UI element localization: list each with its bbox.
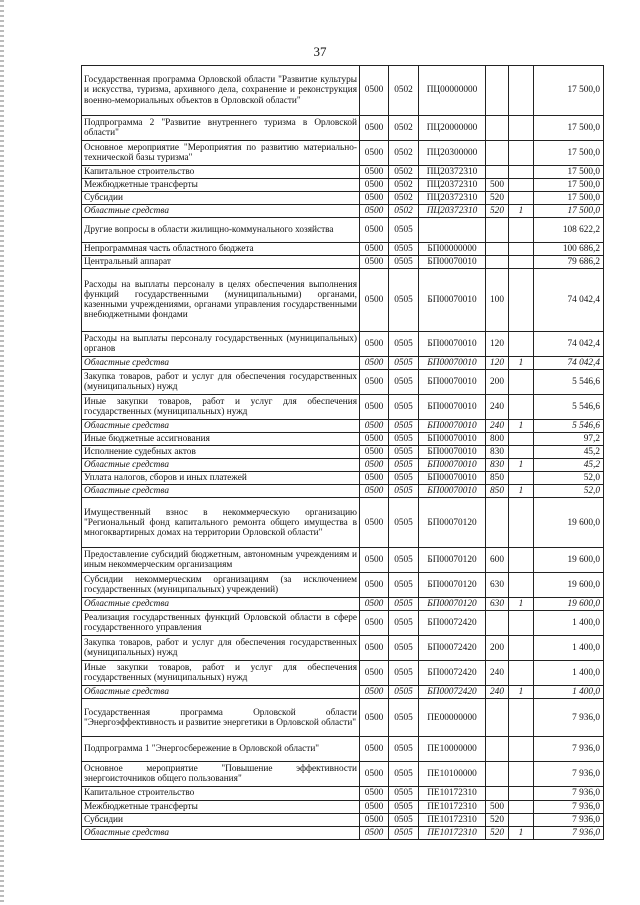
funding-source-code [509,141,534,166]
funding-source-code [509,66,534,116]
subsection-code: 0505 [389,256,419,269]
section-code: 0500 [360,116,389,141]
expense-type-code [486,737,509,762]
funding-source-code: 1 [509,826,534,839]
funding-source-code [509,737,534,762]
section-code: 0500 [360,357,389,370]
subsection-code: 0505 [389,472,419,485]
expense-type-code: 630 [486,573,509,598]
row-name: Иные закупки товаров, работ и услуг для обеспечения государственных (муниципальных) нужд [82,395,360,420]
section-code: 0500 [360,611,389,636]
subsection-code: 0505 [389,762,419,787]
target-article-code [419,218,486,243]
target-article-code: ПЕ10172310 [419,800,486,813]
table-row [82,116,604,141]
target-article-code: БП00000000 [419,243,486,256]
section-code: 0500 [360,636,389,661]
page-number: 37 [313,44,327,59]
amount: 74 042,4 [534,357,604,370]
amount: 108 622,2 [534,218,604,243]
section-code: 0500 [360,433,389,446]
amount: 5 546,6 [534,370,604,395]
funding-source-code [509,192,534,205]
row-name: Капитальное строительство [82,166,360,179]
row-name: Субсидии некоммерческим организациям (за исключением государственных (муниципальных) учреждений) [82,573,360,598]
expense-type-code [486,787,509,800]
section-code: 0500 [360,813,389,826]
row-name: Основное мероприятие "Мероприятия по развитию материально-технической базы туризма" [82,141,360,166]
expense-type-code: 240 [486,686,509,699]
expense-type-code: 240 [486,661,509,686]
row-name: Закупка товаров, работ и услуг для обеспечения государственных (муниципальных) нужд [82,636,360,661]
expense-type-code [486,611,509,636]
target-article-code: БП00070010 [419,395,486,420]
subsection-code: 0505 [389,573,419,598]
amount: 45,2 [534,446,604,459]
funding-source-code: 1 [509,205,534,218]
table-row [82,66,604,116]
section-code: 0500 [360,800,389,813]
expense-type-code: 830 [486,446,509,459]
funding-source-code [509,498,534,548]
section-code: 0500 [360,661,389,686]
table-row [82,737,604,762]
row-name: Центральный аппарат [82,256,360,269]
expense-type-code [486,699,509,737]
funding-source-code [509,370,534,395]
amount: 45,2 [534,459,604,472]
funding-source-code [509,166,534,179]
section-code: 0500 [360,826,389,839]
section-code: 0500 [360,179,389,192]
subsection-code: 0505 [389,800,419,813]
table-row [82,686,604,699]
target-article-code: ПЦ20000000 [419,116,486,141]
amount: 5 546,6 [534,395,604,420]
table-row [82,800,604,813]
binding-edge [0,0,4,905]
row-name: Подпрограмма 2 "Развитие внутреннего туризма в Орловской области" [82,116,360,141]
funding-source-code [509,573,534,598]
expense-type-code: 120 [486,332,509,357]
table-row [82,611,604,636]
amount: 17 500,0 [534,66,604,116]
section-code: 0500 [360,548,389,573]
expense-type-code: 520 [486,192,509,205]
row-name: Областные средства [82,598,360,611]
target-article-code: ПЕ00000000 [419,699,486,737]
target-article-code: БП00072420 [419,686,486,699]
section-code: 0500 [360,66,389,116]
table-row [82,498,604,548]
section-code: 0500 [360,269,389,332]
subsection-code: 0505 [389,433,419,446]
table-row [82,256,604,269]
funding-source-code [509,256,534,269]
amount: 7 936,0 [534,826,604,839]
target-article-code: ПЦ20372310 [419,205,486,218]
expense-type-code [486,256,509,269]
row-name: Капитальное строительство [82,787,360,800]
subsection-code: 0505 [389,498,419,548]
subsection-code: 0505 [389,446,419,459]
section-code: 0500 [360,166,389,179]
table-row [82,420,604,433]
target-article-code: БП00070010 [419,357,486,370]
expense-type-code [486,166,509,179]
amount: 52,0 [534,472,604,485]
target-article-code: БП00072420 [419,611,486,636]
subsection-code: 0505 [389,548,419,573]
subsection-code: 0502 [389,66,419,116]
funding-source-code: 1 [509,686,534,699]
table-row [82,243,604,256]
funding-source-code [509,446,534,459]
section-code: 0500 [360,205,389,218]
row-name: Межбюджетные трансферты [82,179,360,192]
amount: 100 686,2 [534,243,604,256]
funding-source-code [509,332,534,357]
subsection-code: 0505 [389,420,419,433]
table-row [82,826,604,839]
target-article-code: БП00070120 [419,548,486,573]
section-code: 0500 [360,243,389,256]
subsection-code: 0505 [389,357,419,370]
expense-type-code: 520 [486,826,509,839]
funding-source-code [509,116,534,141]
amount: 19 600,0 [534,573,604,598]
table-row [82,332,604,357]
amount: 7 936,0 [534,800,604,813]
target-article-code: ПЦ20372310 [419,179,486,192]
funding-source-code [509,269,534,332]
subsection-code: 0505 [389,787,419,800]
subsection-code: 0505 [389,395,419,420]
funding-source-code [509,548,534,573]
expense-type-code: 830 [486,459,509,472]
target-article-code: ПЕ10100000 [419,762,486,787]
subsection-code: 0505 [389,686,419,699]
row-name: Реализация государственных функций Орловской области в сфере государственного управления [82,611,360,636]
section-code: 0500 [360,498,389,548]
funding-source-code: 1 [509,459,534,472]
funding-source-code [509,762,534,787]
funding-source-code [509,813,534,826]
amount: 17 500,0 [534,116,604,141]
row-name: Иные закупки товаров, работ и услуг для обеспечения государственных (муниципальных) нужд [82,661,360,686]
table-row [82,661,604,686]
amount: 7 936,0 [534,787,604,800]
amount: 17 500,0 [534,179,604,192]
amount: 1 400,0 [534,661,604,686]
row-name: Основное мероприятие "Повышение эффективности энергоисточников общего пользования" [82,762,360,787]
expense-type-code [486,66,509,116]
amount: 17 500,0 [534,166,604,179]
target-article-code: БП00070010 [419,370,486,395]
expense-type-code: 120 [486,357,509,370]
expense-type-code: 240 [486,395,509,420]
funding-source-code [509,800,534,813]
funding-source-code [509,699,534,737]
amount: 1 400,0 [534,611,604,636]
row-name: Другие вопросы в области жилищно-коммунального хозяйства [82,218,360,243]
table-row [82,699,604,737]
table-row [82,433,604,446]
section-code: 0500 [360,598,389,611]
expense-type-code: 500 [486,800,509,813]
funding-source-code: 1 [509,485,534,498]
row-name: Уплата налогов, сборов и иных платежей [82,472,360,485]
target-article-code: ПЦ20300000 [419,141,486,166]
table-row [82,446,604,459]
target-article-code: БП00070120 [419,573,486,598]
section-code: 0500 [360,332,389,357]
subsection-code: 0502 [389,116,419,141]
expense-type-code: 800 [486,433,509,446]
target-article-code: БП00070010 [419,485,486,498]
funding-source-code [509,395,534,420]
funding-source-code: 1 [509,357,534,370]
subsection-code: 0505 [389,485,419,498]
target-article-code: БП00070010 [419,459,486,472]
row-name: Областные средства [82,357,360,370]
subsection-code: 0505 [389,370,419,395]
funding-source-code [509,661,534,686]
expense-type-code [486,762,509,787]
target-article-code: БП00070120 [419,598,486,611]
expense-type-code [486,141,509,166]
table-row [82,762,604,787]
funding-source-code [509,636,534,661]
target-article-code: БП00072420 [419,661,486,686]
amount: 74 042,4 [534,269,604,332]
row-name: Предоставление субсидий бюджетным, автономным учреждениям и иным некоммерческим организациям [82,548,360,573]
row-name: Государственная программа Орловской области "Энергоэффективность и развитие энергетики в Орловской области" [82,699,360,737]
target-article-code: БП00070010 [419,420,486,433]
row-name: Областные средства [82,686,360,699]
row-name: Расходы на выплаты персоналу в целях обеспечения выполнения функций государственными (муниципальными) органами, казенными учреждениями, органами управления государственными внебюджетными фондами [82,269,360,332]
subsection-code: 0502 [389,141,419,166]
row-name: Субсидии [82,192,360,205]
funding-source-code [509,472,534,485]
table-row [82,548,604,573]
section-code: 0500 [360,446,389,459]
section-code: 0500 [360,192,389,205]
row-name: Подпрограмма 1 "Энергосбережение в Орловской области" [82,737,360,762]
expense-type-code [486,116,509,141]
amount: 7 936,0 [534,737,604,762]
amount: 17 500,0 [534,192,604,205]
budget-table [81,65,604,840]
subsection-code: 0505 [389,661,419,686]
expense-type-code: 630 [486,598,509,611]
amount: 5 546,6 [534,420,604,433]
target-article-code: ПЦ00000000 [419,66,486,116]
expense-type-code: 100 [486,269,509,332]
amount: 7 936,0 [534,813,604,826]
funding-source-code [509,611,534,636]
target-article-code: ПЕ10172310 [419,787,486,800]
section-code: 0500 [360,472,389,485]
target-article-code: ПЦ20372310 [419,166,486,179]
amount: 7 936,0 [534,699,604,737]
funding-source-code [509,179,534,192]
subsection-code: 0505 [389,218,419,243]
target-article-code: ПЕ10172310 [419,826,486,839]
target-article-code: БП00070010 [419,446,486,459]
section-code: 0500 [360,686,389,699]
table-row [82,269,604,332]
table-row [82,459,604,472]
row-name: Субсидии [82,813,360,826]
funding-source-code: 1 [509,420,534,433]
section-code: 0500 [360,420,389,433]
expense-type-code: 520 [486,813,509,826]
section-code: 0500 [360,485,389,498]
table-row [82,179,604,192]
table-row [82,218,604,243]
target-article-code: БП00070010 [419,256,486,269]
amount: 79 686,2 [534,256,604,269]
section-code: 0500 [360,370,389,395]
amount: 19 600,0 [534,498,604,548]
subsection-code: 0505 [389,332,419,357]
subsection-code: 0505 [389,611,419,636]
table-row [82,485,604,498]
row-name: Межбюджетные трансферты [82,800,360,813]
target-article-code: БП00070010 [419,269,486,332]
row-name: Исполнение судебных актов [82,446,360,459]
expense-type-code [486,498,509,548]
subsection-code: 0502 [389,166,419,179]
amount: 1 400,0 [534,686,604,699]
section-code: 0500 [360,787,389,800]
funding-source-code: 1 [509,598,534,611]
amount: 1 400,0 [534,636,604,661]
subsection-code: 0502 [389,192,419,205]
table-row [82,787,604,800]
subsection-code: 0505 [389,636,419,661]
table-row [82,192,604,205]
expense-type-code: 240 [486,420,509,433]
row-name: Непрограммная часть областного бюджета [82,243,360,256]
funding-source-code [509,218,534,243]
funding-source-code [509,787,534,800]
table-row [82,395,604,420]
subsection-code: 0502 [389,179,419,192]
row-name: Областные средства [82,420,360,433]
expense-type-code: 520 [486,205,509,218]
target-article-code: ПЕ10172310 [419,813,486,826]
subsection-code: 0505 [389,269,419,332]
funding-source-code [509,433,534,446]
table-row [82,205,604,218]
subsection-code: 0505 [389,813,419,826]
amount: 19 600,0 [534,598,604,611]
section-code: 0500 [360,459,389,472]
subsection-code: 0505 [389,459,419,472]
target-article-code: БП00070010 [419,332,486,357]
target-article-code: БП00070120 [419,498,486,548]
section-code: 0500 [360,737,389,762]
subsection-code: 0505 [389,826,419,839]
subsection-code: 0505 [389,243,419,256]
table-row [82,141,604,166]
amount: 97,2 [534,433,604,446]
table-row [82,813,604,826]
expense-type-code: 500 [486,179,509,192]
subsection-code: 0505 [389,699,419,737]
target-article-code: ПЕ10000000 [419,737,486,762]
amount: 74 042,4 [534,332,604,357]
target-article-code: ПЦ20372310 [419,192,486,205]
section-code: 0500 [360,699,389,737]
row-name: Имущественный взнос в некоммерческую организацию "Региональный фонд капитального ремонта общего имущества в многоквартирных домах на территории Орловской области" [82,498,360,548]
target-article-code: БП00070010 [419,472,486,485]
row-name: Областные средства [82,826,360,839]
section-code: 0500 [360,256,389,269]
table-row [82,598,604,611]
row-name: Расходы на выплаты персоналу государственных (муниципальных) органов [82,332,360,357]
amount: 52,0 [534,485,604,498]
section-code: 0500 [360,395,389,420]
row-name: Государственная программа Орловской области "Развитие культуры и искусства, туризма, архивного дела, сохранение и реконструкция военно-мемориальных объектов в Орловской области" [82,66,360,116]
row-name: Областные средства [82,205,360,218]
subsection-code: 0505 [389,598,419,611]
amount: 7 936,0 [534,762,604,787]
table-row [82,573,604,598]
row-name: Областные средства [82,459,360,472]
amount: 17 500,0 [534,141,604,166]
target-article-code: БП00072420 [419,636,486,661]
table-row [82,357,604,370]
row-name: Областные средства [82,485,360,498]
section-code: 0500 [360,573,389,598]
section-code: 0500 [360,141,389,166]
expense-type-code [486,243,509,256]
amount: 19 600,0 [534,548,604,573]
row-name: Иные бюджетные ассигнования [82,433,360,446]
section-code: 0500 [360,218,389,243]
table-row [82,166,604,179]
funding-source-code [509,243,534,256]
subsection-code: 0505 [389,737,419,762]
expense-type-code: 600 [486,548,509,573]
table-row [82,370,604,395]
target-article-code: БП00070010 [419,433,486,446]
expense-type-code: 200 [486,636,509,661]
expense-type-code: 850 [486,472,509,485]
expense-type-code: 200 [486,370,509,395]
subsection-code: 0502 [389,205,419,218]
table-row [82,472,604,485]
section-code: 0500 [360,762,389,787]
row-name: Закупка товаров, работ и услуг для обеспечения государственных (муниципальных) нужд [82,370,360,395]
expense-type-code: 850 [486,485,509,498]
table-row [82,636,604,661]
expense-type-code [486,218,509,243]
amount: 17 500,0 [534,205,604,218]
